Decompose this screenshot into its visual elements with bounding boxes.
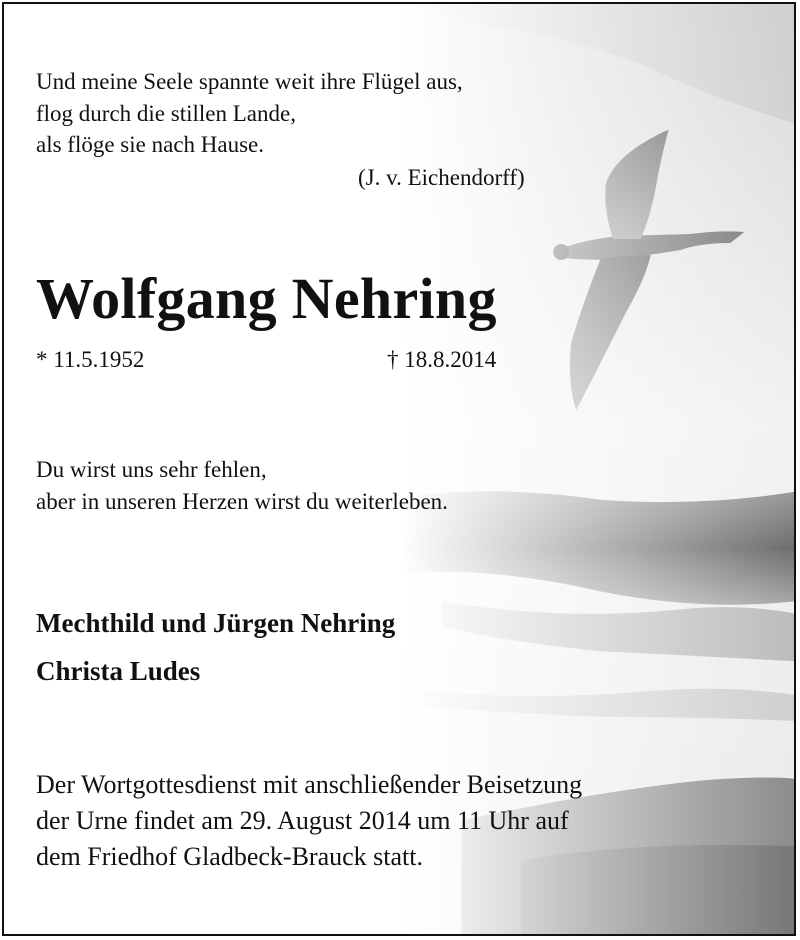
obituary-notice (2, 2, 796, 936)
poem-author: (J. v. Eichendorff) (358, 165, 525, 190)
mourner-name: Christa Ludes (36, 656, 201, 686)
service-line: Der Wortgottesdienst mit anschließender Beisetzung (36, 770, 583, 799)
farewell-message (36, 454, 448, 518)
farewell-line: Du wirst uns sehr fehlen, (36, 457, 267, 482)
poem-line: als flöge sie nach Hause. (36, 132, 265, 157)
service-line: der Urne findet am 29. August 2014 um 11 Uhr auf (36, 806, 569, 835)
birth-date: * 11.5.1952 (36, 347, 145, 372)
poem-quote (36, 66, 463, 161)
mourner-name: Mechthild und Jürgen Nehring (36, 608, 396, 638)
farewell-line: aber in unseren Herzen wirst du weiterleben. (36, 489, 448, 514)
service-line: dem Friedhof Gladbeck-Brauck statt. (36, 842, 423, 871)
service-announcement (36, 767, 582, 875)
deceased-name: Wolfgang Nehring (36, 266, 497, 331)
death-date: † 18.8.2014 (387, 347, 497, 372)
mourners-list (36, 599, 395, 695)
poem-line: Und meine Seele spannte weit ihre Flügel aus, (36, 69, 463, 94)
poem-line: flog durch die stillen Lande, (36, 100, 296, 126)
